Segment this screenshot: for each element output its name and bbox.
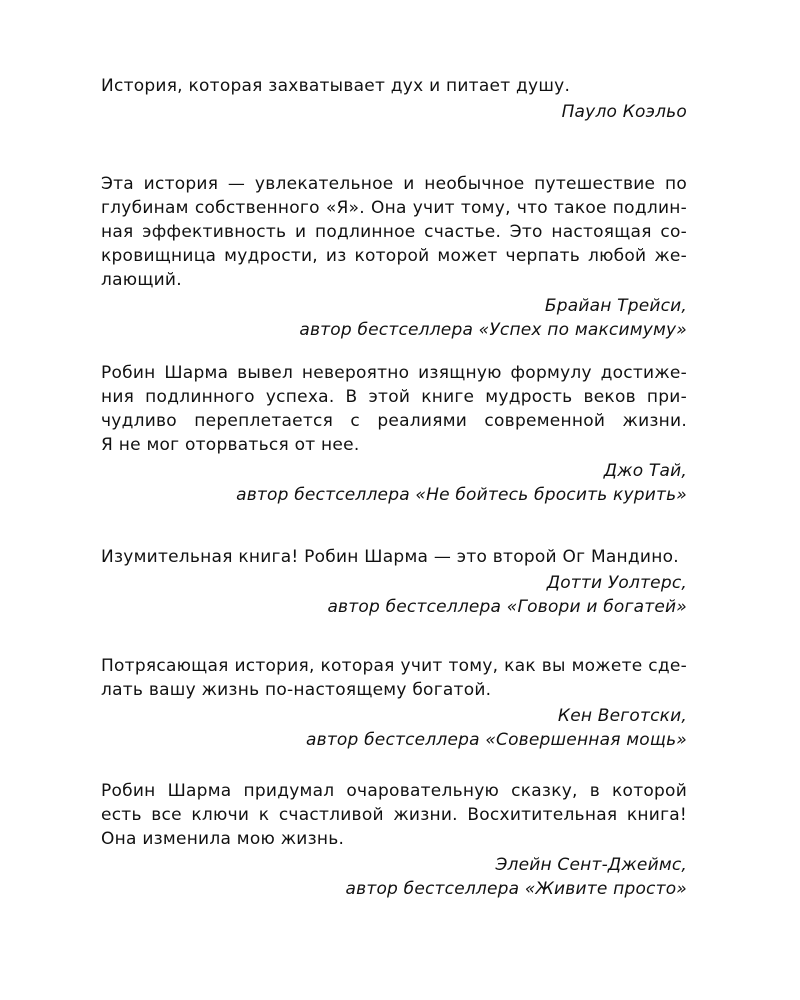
endorsement-author: Дотти Уолтерс, (546, 573, 687, 593)
endorsement-credit: автор бестселлера «Не бойтесь бросить курить» (236, 485, 687, 505)
quote-line: кровищница мудрости, из которой может черпать любой же- (101, 246, 687, 266)
endorsement-attribution (101, 853, 687, 901)
quote-line: ная эффективность и подлинное счастье. Это настоящая со- (101, 222, 687, 242)
endorsement-attribution (101, 459, 687, 507)
quote-line: Эта история — увлекательное и необычное путешествие по (101, 174, 687, 194)
endorsement (101, 74, 687, 172)
quote-line: лающий. (101, 270, 182, 290)
endorsement (101, 779, 687, 901)
endorsement-attribution (101, 571, 687, 619)
endorsement-quote (101, 74, 687, 98)
quote-line: есть все ключи к счастливой жизни. Восхитительная книга! (101, 805, 687, 825)
quote-line: Робин Шарма придумал очаровательную сказку, в которой (101, 781, 687, 801)
endorsement-credit: автор бестселлера «Успех по максимуму» (299, 320, 687, 340)
endorsement-author: Пауло Коэльо (561, 102, 687, 122)
quote-line: чудливо переплетается с реалиями современной жизни. (101, 411, 687, 431)
endorsement-credit: автор бестселлера «Совершенная мощь» (305, 730, 687, 750)
endorsement-quote (101, 654, 687, 702)
quote-line: Робин Шарма вывел невероятно изящную формулу достиже- (101, 363, 687, 383)
quote-line: ния подлинного успеха. В этой книге мудрость веков при- (101, 387, 687, 407)
endorsement-quote (101, 545, 687, 569)
quote-line: лать вашу жизнь по-настоящему богатой. (101, 680, 492, 700)
quote-line: История, которая захватывает дух и питает душу. (101, 76, 571, 96)
endorsement-attribution (101, 704, 687, 752)
endorsement-credit: автор бестселлера «Говори и богатей» (327, 597, 687, 617)
quote-line: Потрясающая история, которая учит тому, как вы можете сде- (101, 656, 687, 676)
endorsement (101, 172, 687, 361)
endorsement-quote (101, 172, 687, 292)
endorsement-author: Элейн Сент-Джеймс, (495, 855, 687, 875)
endorsement-credit: автор бестселлера «Живите просто» (345, 879, 687, 899)
quote-line: Она изменила мою жизнь. (101, 829, 345, 849)
quote-line: глубинам собственного «Я». Она учит тому, что такое подлин- (101, 198, 687, 218)
endorsement-quote (101, 779, 687, 851)
endorsement-attribution (101, 294, 687, 342)
quote-line: Изумительная книга! Робин Шарма — это второй Ог Мандино. (101, 547, 679, 567)
endorsement (101, 361, 687, 545)
endorsement-attribution (101, 100, 687, 124)
endorsement (101, 654, 687, 779)
endorsement-author: Джо Тай, (603, 461, 687, 481)
quote-line: Я не мог оторваться от нее. (101, 435, 360, 455)
endorsement-author: Брайан Трейси, (544, 296, 687, 316)
endorsement (101, 545, 687, 654)
endorsement-author: Кен Веготски, (557, 706, 687, 726)
endorsement-quote (101, 361, 687, 457)
endorsements-page (101, 74, 687, 901)
